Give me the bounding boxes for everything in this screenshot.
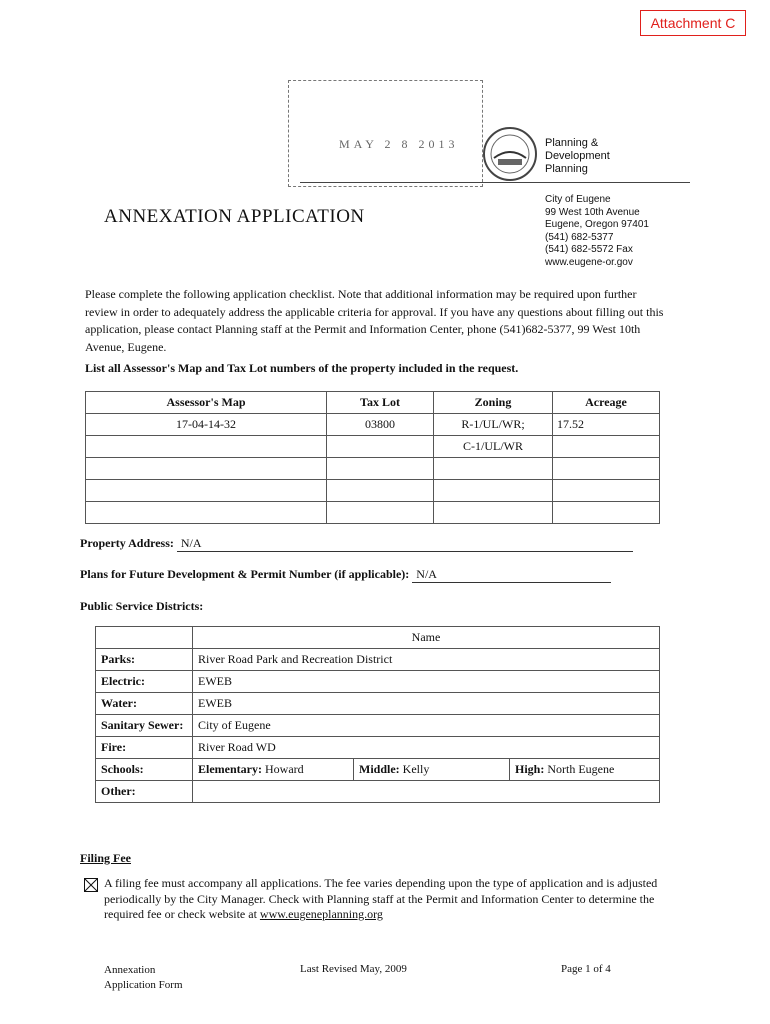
footer-left-1: Annexation xyxy=(104,964,156,976)
future-plans-label: Plans for Future Development & Permit Number (if applicable): xyxy=(80,567,410,581)
cell-tax-lot[interactable] xyxy=(327,480,434,502)
filing-fee-text xyxy=(104,876,684,923)
fire-label: Fire: xyxy=(96,737,193,759)
table-row xyxy=(86,480,660,502)
col-header-acreage: Acreage xyxy=(553,392,660,414)
high-cell[interactable] xyxy=(510,759,660,781)
table-row xyxy=(86,502,660,524)
cell-tax-lot[interactable] xyxy=(327,458,434,480)
cell-acreage[interactable]: 17.52 xyxy=(553,414,660,436)
cell-map[interactable] xyxy=(86,436,327,458)
footer-revision: Last Revised May, 2009 xyxy=(300,963,407,975)
parks-value[interactable]: River Road Park and Recreation District xyxy=(193,649,660,671)
filing-fee-checkbox[interactable] xyxy=(84,878,98,892)
tax-lot-heading: List all Assessor's Map and Tax Lot numbers of the property included in the request. xyxy=(85,361,519,375)
page-title: ANNEXATION APPLICATION xyxy=(104,206,365,227)
city-seal-icon xyxy=(482,126,538,182)
elementary-cell[interactable] xyxy=(193,759,354,781)
cell-tax-lot[interactable] xyxy=(327,502,434,524)
water-label: Water: xyxy=(96,693,193,715)
cell-acreage[interactable] xyxy=(553,458,660,480)
cell-tax-lot[interactable] xyxy=(327,436,434,458)
cell-map[interactable]: 17-04-14-32 xyxy=(86,414,327,436)
intro-paragraph: Please complete the following application checklist. Note that additional information may be required upon further review in order to adequately address the applicable criteria for approval. If you have any questions about filling out this application, please contact Planning staff at the Permit and Information Center, phone (541)682-5377, 99 West 10th Avenue, Eugene. xyxy=(85,287,664,354)
tax-lot-table xyxy=(85,391,660,524)
dept-line-1: Planning & xyxy=(545,137,599,149)
checkmark-x-icon xyxy=(85,879,97,891)
address-line-4: (541) 682-5377 xyxy=(545,231,614,243)
high-label: High: xyxy=(515,762,545,776)
address-line-6: www.eugene-or.gov xyxy=(545,256,633,268)
table-row xyxy=(86,458,660,480)
filing-fee-body: A filing fee must accompany all applications. The fee varies depending upon the type of application and is adjusted periodically by the City Manager. Check with Planning staff at the Permit and Information Center to determine the required fee or check website at xyxy=(104,876,658,921)
cell-zoning[interactable] xyxy=(434,502,553,524)
col-header-zoning: Zoning xyxy=(434,392,553,414)
electric-label: Electric: xyxy=(96,671,193,693)
table-row xyxy=(86,436,660,458)
footer-form-name xyxy=(104,963,183,993)
middle-cell[interactable] xyxy=(354,759,510,781)
address-line-3: Eugene, Oregon 97401 xyxy=(545,219,649,230)
cell-acreage[interactable] xyxy=(553,480,660,502)
footer-page-number: Page 1 of 4 xyxy=(561,963,611,975)
table-row xyxy=(86,414,660,436)
public-service-districts-heading: Public Service Districts: xyxy=(80,599,204,613)
middle-label: Middle: xyxy=(359,762,400,776)
cell-tax-lot[interactable]: 03800 xyxy=(327,414,434,436)
property-address-value[interactable]: N/A xyxy=(177,536,633,552)
high-value: North Eugene xyxy=(547,762,615,776)
property-address-field xyxy=(80,536,655,552)
name-header: Name xyxy=(193,627,660,649)
table-row xyxy=(96,781,660,803)
water-value[interactable]: EWEB xyxy=(193,693,660,715)
middle-value: Kelly xyxy=(402,762,430,776)
public-service-table xyxy=(95,626,660,803)
cell-zoning[interactable]: C-1/UL/WR xyxy=(434,436,553,458)
future-plans-value[interactable]: N/A xyxy=(412,567,611,583)
address-line-2: 99 West 10th Avenue xyxy=(545,206,640,218)
cell-acreage[interactable] xyxy=(553,502,660,524)
address-block xyxy=(545,194,649,269)
footer-left-2: Application Form xyxy=(104,979,183,991)
blank-header-cell xyxy=(96,627,193,649)
col-header-map: Assessor's Map xyxy=(86,392,327,414)
cell-zoning[interactable]: R-1/UL/WR; xyxy=(434,414,553,436)
stamp-date: MAY 2 8 2013 xyxy=(339,137,459,151)
address-line-1: City of Eugene xyxy=(545,194,611,205)
table-row xyxy=(96,737,660,759)
dept-line-3: Planning xyxy=(545,163,588,175)
cell-zoning[interactable] xyxy=(434,458,553,480)
property-address-label: Property Address: xyxy=(80,536,174,550)
fire-value[interactable]: River Road WD xyxy=(193,737,660,759)
table-row xyxy=(96,671,660,693)
table-row xyxy=(96,759,660,781)
cell-acreage[interactable] xyxy=(553,436,660,458)
col-header-tax-lot: Tax Lot xyxy=(327,392,434,414)
table-row xyxy=(96,693,660,715)
cell-map[interactable] xyxy=(86,502,327,524)
department-block xyxy=(545,137,610,176)
dept-line-2: Development xyxy=(545,150,610,162)
elementary-value: Howard xyxy=(264,762,304,776)
attachment-label: Attachment C xyxy=(640,10,746,36)
table-row xyxy=(96,627,660,649)
table-row xyxy=(96,649,660,671)
sewer-value[interactable]: City of Eugene xyxy=(193,715,660,737)
cell-map[interactable] xyxy=(86,458,327,480)
elementary-label: Elementary: xyxy=(198,762,262,776)
other-label: Other: xyxy=(96,781,193,803)
received-stamp xyxy=(288,80,483,187)
future-plans-field xyxy=(80,567,655,583)
cell-zoning[interactable] xyxy=(434,480,553,502)
table-row xyxy=(96,715,660,737)
sewer-label: Sanitary Sewer: xyxy=(96,715,193,737)
address-line-5: (541) 682-5572 Fax xyxy=(545,244,633,255)
schools-label: Schools: xyxy=(96,759,193,781)
filing-fee-heading: Filing Fee xyxy=(80,851,131,865)
header-rule xyxy=(300,182,690,183)
eugene-planning-link[interactable]: www.eugeneplanning.org xyxy=(259,907,383,921)
parks-label: Parks: xyxy=(96,649,193,671)
electric-value[interactable]: EWEB xyxy=(193,671,660,693)
other-value[interactable] xyxy=(193,781,660,803)
cell-map[interactable] xyxy=(86,480,327,502)
